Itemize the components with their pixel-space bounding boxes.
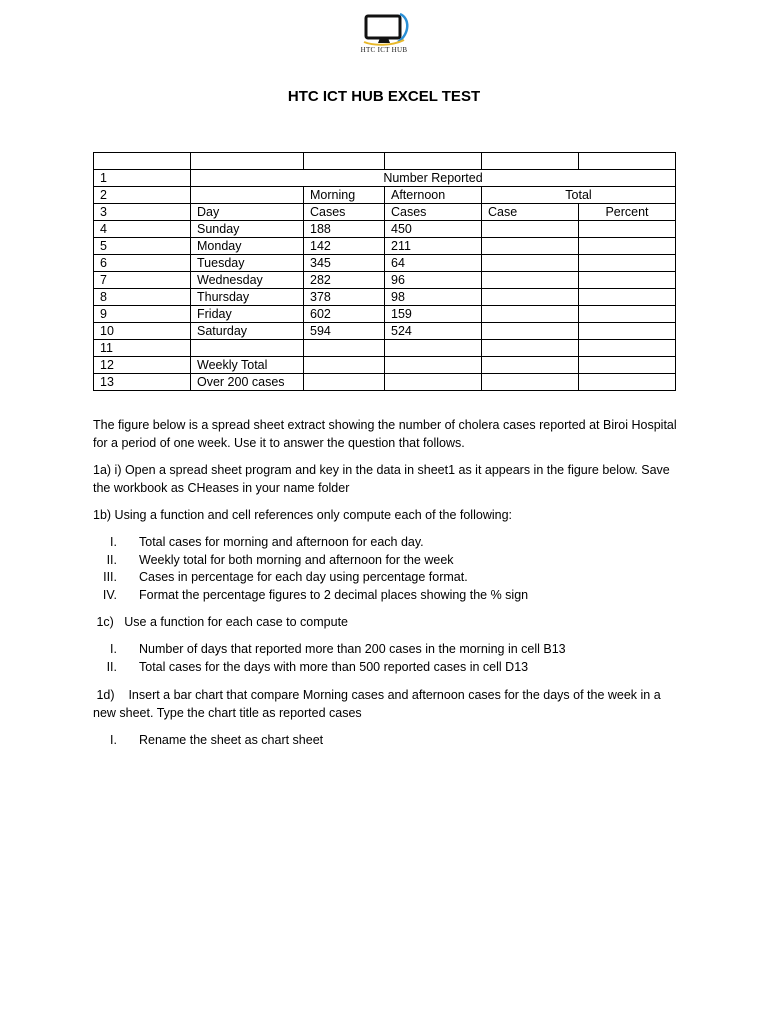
- morning-cell: [304, 340, 385, 357]
- list-item: [93, 551, 683, 569]
- row-number: 9: [94, 306, 191, 323]
- total-percent-cell: [579, 357, 676, 374]
- table-row: [94, 272, 676, 289]
- day-cell: [191, 340, 304, 357]
- total-case-cell: [482, 238, 579, 255]
- table-cell: [579, 153, 676, 170]
- table-row: [94, 374, 676, 391]
- row-number: 13: [94, 374, 191, 391]
- afternoon-cell: 524: [385, 323, 482, 340]
- list-number: II.: [106, 553, 117, 567]
- afternoon-cases-header: Cases: [385, 204, 482, 221]
- total-percent-cell: [579, 289, 676, 306]
- list-text: Total cases for morning and afternoon for each day.: [139, 535, 424, 549]
- total-percent-cell: [579, 221, 676, 238]
- table-row: [94, 221, 676, 238]
- logo: [344, 10, 424, 60]
- list-item: [93, 586, 683, 604]
- logo-text: HTC ICT HUB: [360, 46, 408, 54]
- total-percent-cell: [579, 374, 676, 391]
- morning-cell: [304, 357, 385, 374]
- list-text: Rename the sheet as chart sheet: [139, 733, 324, 747]
- afternoon-cell: [385, 340, 482, 357]
- list-item: [93, 658, 683, 676]
- total-case-cell: [482, 221, 579, 238]
- monitor-logo-icon: [344, 10, 424, 50]
- list-number: II.: [106, 660, 117, 674]
- table-row: [94, 323, 676, 340]
- total-case-cell: [482, 255, 579, 272]
- morning-cell: 345: [304, 255, 385, 272]
- afternoon-cell: [385, 357, 482, 374]
- list-text: Total cases for the days with more than 500 reported cases in cell D13: [139, 660, 529, 674]
- table-header-row-1: [94, 170, 676, 187]
- list-number: III.: [103, 570, 117, 584]
- row-number: 7: [94, 272, 191, 289]
- row-number: 11: [94, 340, 191, 357]
- list-number: IV.: [102, 588, 117, 602]
- day-cell: Thursday: [191, 289, 304, 306]
- list-text: Weekly total for both morning and afternoon for the week: [139, 553, 454, 567]
- list-text: Cases in percentage for each day using percentage format.: [139, 570, 468, 584]
- afternoon-cell: 98: [385, 289, 482, 306]
- table-row: [94, 340, 676, 357]
- row-number: 3: [94, 204, 191, 221]
- table-cell: [304, 153, 385, 170]
- table-row: [94, 306, 676, 323]
- row-number: 12: [94, 357, 191, 374]
- morning-cell: 142: [304, 238, 385, 255]
- afternoon-cell: 96: [385, 272, 482, 289]
- list-text: Format the percentage figures to 2 decimal places showing the % sign: [139, 588, 529, 602]
- list-number: I.: [110, 733, 117, 747]
- afternoon-cell: 450: [385, 221, 482, 238]
- table-row: [94, 238, 676, 255]
- spreadsheet-table: [93, 152, 676, 391]
- day-cell: Weekly Total: [191, 357, 304, 374]
- total-percent-header: Percent: [579, 204, 676, 221]
- total-percent-cell: [579, 323, 676, 340]
- table-row: [94, 357, 676, 374]
- question-1c: 1c) Use a function for each case to compute: [93, 615, 348, 629]
- row-number: 4: [94, 221, 191, 238]
- table-cell: [94, 153, 191, 170]
- day-cell: Wednesday: [191, 272, 304, 289]
- list-item: [93, 731, 683, 749]
- morning-cell: [304, 374, 385, 391]
- day-cell: Over 200 cases: [191, 374, 304, 391]
- total-case-cell: [482, 323, 579, 340]
- list-number: I.: [110, 535, 117, 549]
- total-percent-cell: [579, 340, 676, 357]
- morning-header: Morning: [304, 187, 385, 204]
- total-case-cell: [482, 272, 579, 289]
- day-cell: Tuesday: [191, 255, 304, 272]
- table-cell: [385, 153, 482, 170]
- question-1a: 1a) i) Open a spread sheet program and key in the data in sheet1 as it appears in the figure below. Save the workbook as CHeases in your name folder: [93, 463, 670, 495]
- total-percent-cell: [579, 272, 676, 289]
- table-cell: [191, 153, 304, 170]
- morning-cell: 188: [304, 221, 385, 238]
- day-header: Day: [191, 204, 304, 221]
- total-case-cell: [482, 374, 579, 391]
- table-cell: [191, 187, 304, 204]
- total-percent-cell: [579, 255, 676, 272]
- row-number: 1: [94, 170, 191, 187]
- row-number: 6: [94, 255, 191, 272]
- table-header-row-3: [94, 204, 676, 221]
- afternoon-cell: 211: [385, 238, 482, 255]
- list-item: [93, 640, 683, 658]
- page-title: HTC ICT HUB EXCEL TEST: [287, 88, 481, 105]
- day-cell: Monday: [191, 238, 304, 255]
- intro-paragraph: The figure below is a spread sheet extract showing the number of cholera cases reported at Biroi Hospital for a period of one week. Use it to answer the question that follows.: [93, 418, 677, 450]
- total-case-cell: [482, 340, 579, 357]
- table-row: [94, 289, 676, 306]
- day-cell: Sunday: [191, 221, 304, 238]
- row-number: 8: [94, 289, 191, 306]
- total-case-header: Case: [482, 204, 579, 221]
- afternoon-cell: [385, 374, 482, 391]
- afternoon-cell: 64: [385, 255, 482, 272]
- question-1d: 1d) Insert a bar chart that compare Morning cases and afternoon cases for the days of the week in a new sheet. Type the chart title as reported cases: [93, 688, 665, 720]
- row-number: 2: [94, 187, 191, 204]
- total-percent-cell: [579, 238, 676, 255]
- total-case-cell: [482, 306, 579, 323]
- morning-cell: 594: [304, 323, 385, 340]
- afternoon-cell: 159: [385, 306, 482, 323]
- morning-cell: 602: [304, 306, 385, 323]
- total-case-cell: [482, 289, 579, 306]
- question-1b: 1b) Using a function and cell references only compute each of the following:: [93, 508, 512, 522]
- table-row: [94, 255, 676, 272]
- table-row-blank: [94, 153, 676, 170]
- table-cell: [482, 153, 579, 170]
- total-case-cell: [482, 357, 579, 374]
- morning-cases-header: Cases: [304, 204, 385, 221]
- list-item: [93, 533, 683, 551]
- afternoon-header: Afternoon: [385, 187, 482, 204]
- list-text: Number of days that reported more than 200 cases in the morning in cell B13: [139, 642, 566, 656]
- total-percent-cell: [579, 306, 676, 323]
- total-header: Total: [482, 187, 676, 204]
- row-number: 5: [94, 238, 191, 255]
- list-item: [93, 568, 683, 586]
- row-number: 10: [94, 323, 191, 340]
- day-cell: Saturday: [191, 323, 304, 340]
- number-reported-header: Number Reported: [191, 170, 676, 187]
- morning-cell: 378: [304, 289, 385, 306]
- list-number: I.: [110, 642, 117, 656]
- morning-cell: 282: [304, 272, 385, 289]
- table-header-row-2: [94, 187, 676, 204]
- day-cell: Friday: [191, 306, 304, 323]
